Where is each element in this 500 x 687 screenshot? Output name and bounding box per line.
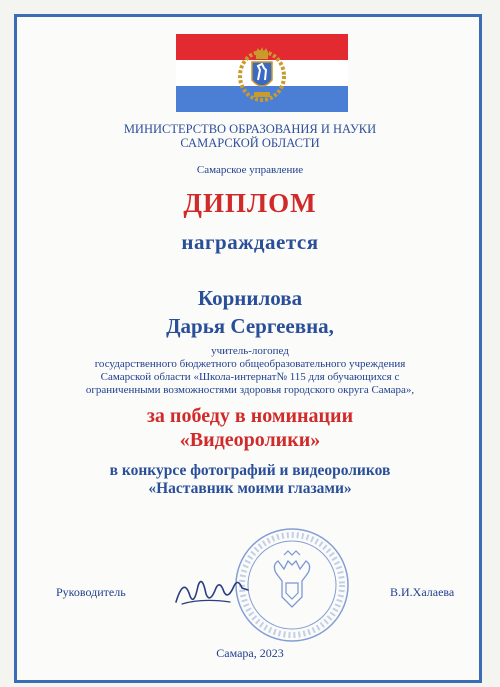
samara-coat-of-arms-icon	[238, 46, 286, 102]
role-line: ограниченными возможностями здоровья городского округа Самара»,	[85, 384, 415, 396]
ministry-name	[0, 122, 500, 150]
nomination	[0, 404, 500, 452]
contest-line-2: «Наставник моими глазами»	[148, 480, 352, 497]
role-line: учитель-логопед	[211, 345, 289, 357]
city-and-year: Самара, 2023	[216, 646, 284, 660]
contest-line-1: в конкурсе фотографий и видеороликов	[109, 462, 391, 479]
ministry-line-2: САМАРСКОЙ ОБЛАСТИ	[180, 136, 320, 150]
recipient-surname: Корнилова	[197, 286, 303, 310]
recipient-given-names: Дарья Сергеевна,	[166, 314, 334, 338]
nomination-line-1: за победу в номинации	[146, 405, 354, 427]
contest-name	[0, 462, 500, 498]
role-line: государственного бюджетного общеобразовательного учреждения	[94, 358, 406, 370]
ministry-line-1: МИНИСТЕРСТВО ОБРАЗОВАНИЯ И НАУКИ	[123, 122, 377, 136]
role-line: Самарской области «Школа-интернат№ 115 для обучающихся с	[100, 371, 400, 383]
diploma-title: ДИПЛОМ	[183, 188, 317, 218]
awarded-heading: награждается	[181, 230, 319, 254]
handwritten-signature	[172, 568, 252, 612]
department-name: Самарское управление	[196, 164, 304, 176]
nomination-line-2: «Видеоролики»	[179, 429, 321, 451]
signatory-title: Руководитель	[56, 585, 126, 599]
signatory-name: В.И.Халаева	[390, 585, 455, 599]
recipient-role	[0, 345, 500, 397]
